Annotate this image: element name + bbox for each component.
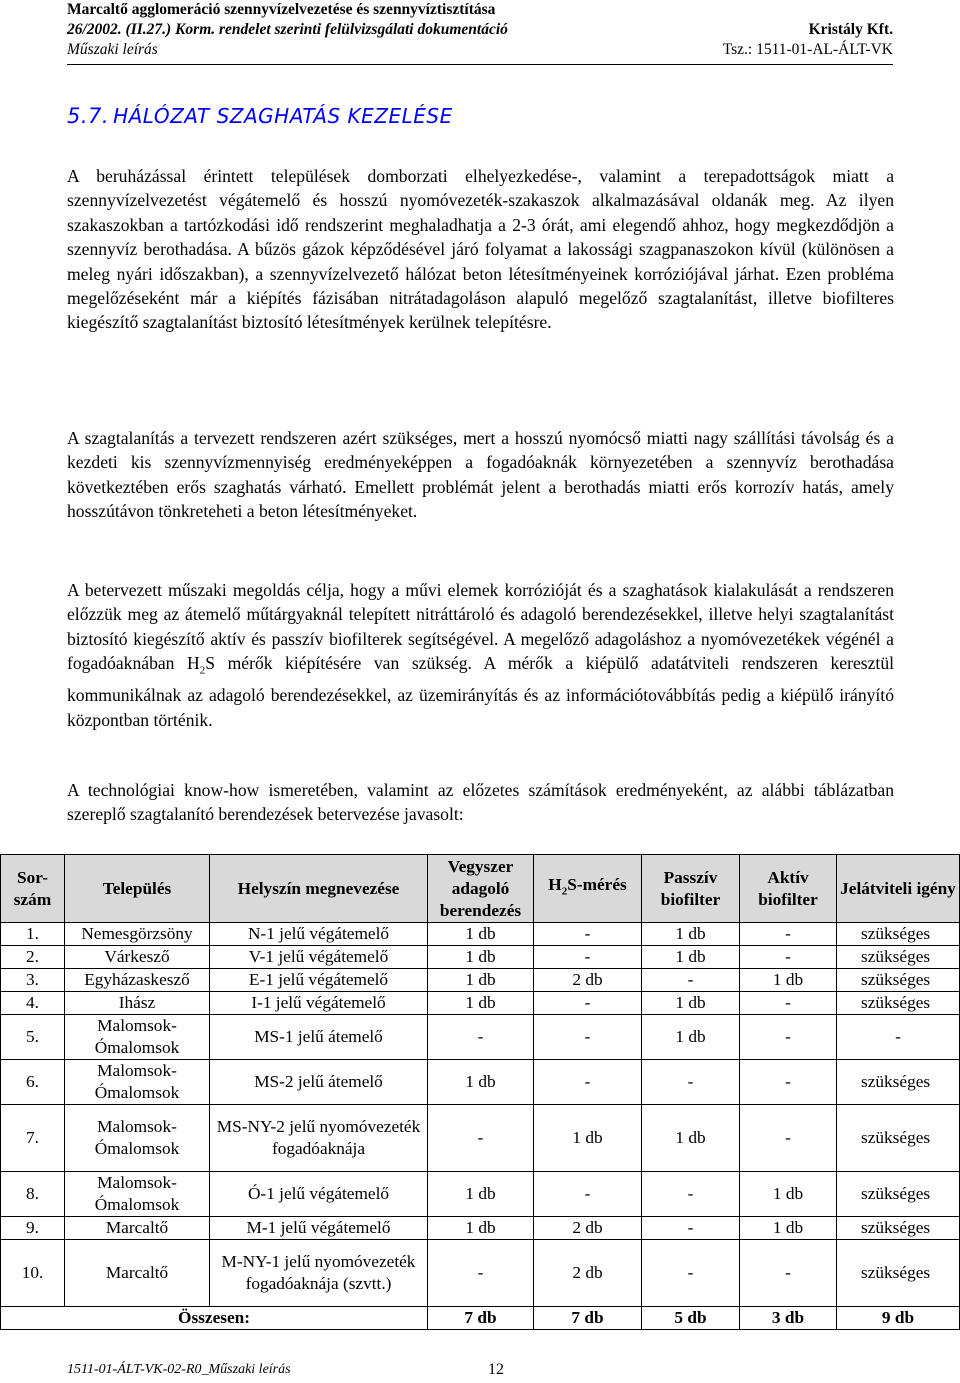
cell-passive: 1 db [642, 1015, 740, 1060]
cell-site: MS-1 jelű átemelő [210, 1015, 428, 1060]
cell-signal: szükséges [837, 992, 960, 1015]
cell-serial: 4. [1, 992, 65, 1015]
header-row-1 [67, 0, 893, 20]
cell-signal: szükséges [837, 1240, 960, 1307]
cell-site: Ó-1 jelű végátemelő [210, 1172, 428, 1217]
cell-signal: szükséges [837, 923, 960, 946]
cell-serial: 1. [1, 923, 65, 946]
table-row [1, 969, 960, 992]
cell-town: Nemesgörzsöny [65, 923, 210, 946]
paragraph-1: A beruházással érintett települések domborzati elhelyezkedése-, valamint a terepadottságok miatt a szennyvízelvezetést végátemelő és hosszú nyomóvezeték-szakaszok alkalmazásával oldanák meg. Az ilyen szakaszokban a tartózkodási idő rendszerint meghaladhatja a 2-3 órát, ami elegendő ahhoz, hogy megkezdődjön a szennyvíz berothadása. A bűzös gázok képződésével járó folyamat a lakossági szagpanaszokon kívül (különösen a meleg nyári időszakban), a szennyvízelvezető hálózat beton létesítményeinek korróziójával járhat. Ezen probléma megelőzéseként már a kiépítés fázisában nitrátadagoláson alapuló megelőző szagtalanítást, illetve biofilteres kiegészítő szagtalanítást biztosító létesítmények kerülnek telepítésre. [67, 166, 894, 333]
cell-serial: 6. [1, 1060, 65, 1105]
table-row [1, 1240, 960, 1307]
cell-h2s: - [534, 992, 642, 1015]
cell-serial: 8. [1, 1172, 65, 1217]
cell-passive: - [642, 1240, 740, 1307]
cell-site: I-1 jelű végátemelő [210, 992, 428, 1015]
section-heading [67, 104, 453, 128]
cell-h2s: - [534, 923, 642, 946]
header-row-3 [67, 40, 893, 60]
cell-passive: - [642, 1060, 740, 1105]
cell-town: Malomsok-Ómalomsok [65, 1105, 210, 1172]
cell-signal: szükséges [837, 1060, 960, 1105]
page-number: 12 [488, 1361, 504, 1378]
cell-passive: - [642, 1217, 740, 1240]
cell-serial: 10. [1, 1240, 65, 1307]
cell-signal: szükséges [837, 1217, 960, 1240]
cell-serial: 9. [1, 1217, 65, 1240]
section-number: 5.7. [67, 104, 110, 128]
table-row [1, 923, 960, 946]
header-passive-biofilter: Passzív biofilter [642, 855, 740, 923]
cell-chemical-dosing: 1 db [428, 946, 534, 969]
total-active: 3 db [740, 1307, 837, 1330]
total-passive: 5 db [642, 1307, 740, 1330]
header-h2s-prefix: H [548, 875, 562, 895]
cell-chemical-dosing: - [428, 1105, 534, 1172]
cell-chemical-dosing: - [428, 1015, 534, 1060]
total-signal: 9 db [837, 1307, 960, 1330]
section-title: ÁLÓZAT SZAGHATÁS KEZELÉSE [128, 104, 453, 128]
cell-town: Egyházaskesző [65, 969, 210, 992]
header-h2s-subscript: 2 [561, 885, 568, 898]
cell-signal: - [837, 1015, 960, 1060]
cell-active: - [740, 1105, 837, 1172]
header-active-biofilter: Aktív biofilter [740, 855, 837, 923]
cell-passive: 1 db [642, 1105, 740, 1172]
cell-serial: 3. [1, 969, 65, 992]
cell-serial: 2. [1, 946, 65, 969]
cell-site: E-1 jelű végátemelő [210, 969, 428, 992]
header-company: Kristály Kft. [808, 21, 893, 38]
paragraph-4: A technológiai know-how ismeretében, valamint az előzetes számítások eredményeként, az alábbi táblázatban szereplő szagtalanító berendezések betervezése javasolt: [67, 780, 894, 825]
header-legal-reference: 26/2002. (II.27.) Korm. rendelet szerinti felülvizsgálati dokumentáció [67, 21, 508, 38]
total-chemical-dosing: 7 db [428, 1307, 534, 1330]
paragraph-3-part-b: S mérők kiépítésére van szükség. A mérők a kiépülő adatátviteli rendszeren keresztül kommunikálnak az adagoló berendezésekkel, az üzemirányítás és az információtovábbítás pedig a kiépülő irányító központban történik. [67, 653, 895, 730]
table-row [1, 1217, 960, 1240]
cell-h2s: - [534, 1060, 642, 1105]
cell-site: MS-NY-2 jelű nyomóvezeték fogadóaknája [210, 1105, 428, 1172]
header-document-type: Műszaki leírás [67, 41, 158, 58]
header-site: Helyszín megnevezése [210, 855, 428, 923]
cell-active: - [740, 992, 837, 1015]
cell-signal: szükséges [837, 1105, 960, 1172]
cell-town: Marcaltő [65, 1240, 210, 1307]
cell-passive: 1 db [642, 946, 740, 969]
cell-h2s: 2 db [534, 1217, 642, 1240]
cell-serial: 5. [1, 1015, 65, 1060]
cell-passive: 1 db [642, 992, 740, 1015]
cell-passive: - [642, 1172, 740, 1217]
header-divider [67, 64, 893, 65]
table-row [1, 1060, 960, 1105]
cell-site: MS-2 jelű átemelő [210, 1060, 428, 1105]
cell-h2s: 1 db [534, 1105, 642, 1172]
cell-town: Ihász [65, 992, 210, 1015]
table-row [1, 1015, 960, 1060]
header-project-title: Marcaltő agglomeráció szennyvízelvezetése és szennyvíztisztítása [67, 1, 496, 18]
table-total-row [1, 1307, 960, 1330]
total-h2s: 7 db [534, 1307, 642, 1330]
cell-serial: 7. [1, 1105, 65, 1172]
header-h2s-measurement [534, 855, 642, 923]
footer-document-id: 1511-01-ÁLT-VK-02-R0_Műszaki leírás [67, 1362, 291, 1377]
cell-site: N-1 jelű végátemelő [210, 923, 428, 946]
header-chemical-dosing: Vegyszer adagoló berendezés [428, 855, 534, 923]
cell-active: - [740, 1240, 837, 1307]
header-town: Település [65, 855, 210, 923]
cell-h2s: - [534, 1015, 642, 1060]
cell-active: 1 db [740, 1217, 837, 1240]
cell-active: - [740, 946, 837, 969]
cell-active: - [740, 1015, 837, 1060]
table-row [1, 992, 960, 1015]
cell-town: Várkesző [65, 946, 210, 969]
cell-signal: szükséges [837, 969, 960, 992]
cell-chemical-dosing: - [428, 1240, 534, 1307]
cell-signal: szükséges [837, 1172, 960, 1217]
cell-h2s: - [534, 946, 642, 969]
cell-chemical-dosing: 1 db [428, 1060, 534, 1105]
cell-h2s: 2 db [534, 1240, 642, 1307]
cell-chemical-dosing: 1 db [428, 923, 534, 946]
cell-chemical-dosing: 1 db [428, 969, 534, 992]
header-h2s-suffix: S-mérés [567, 875, 627, 895]
paragraph-3-subscript: 2 [199, 664, 206, 677]
cell-active: - [740, 923, 837, 946]
cell-site: M-1 jelű végátemelő [210, 1217, 428, 1240]
page-header [67, 0, 893, 60]
cell-active: 1 db [740, 969, 837, 992]
table-row [1, 1172, 960, 1217]
cell-town: Marcaltő [65, 1217, 210, 1240]
cell-signal: szükséges [837, 946, 960, 969]
cell-active: 1 db [740, 1172, 837, 1217]
paragraph-3 [67, 578, 894, 732]
table-row [1, 1105, 960, 1172]
equipment-table [0, 854, 960, 1330]
cell-active: - [740, 1060, 837, 1105]
header-serial: Sor-szám [1, 855, 65, 923]
cell-site: V-1 jelű végátemelő [210, 946, 428, 969]
cell-passive: - [642, 969, 740, 992]
cell-h2s: - [534, 1172, 642, 1217]
header-signal-transmission: Jelátviteli igény [837, 855, 960, 923]
total-label: Összesen: [1, 1307, 428, 1330]
table-header-row [1, 855, 960, 923]
paragraph-2: A szagtalanítás a tervezett rendszeren azért szükséges, mert a hosszú nyomócső miatti nagy szállítási távolság és a kezdeti kis szennyvízmennyiség eredményeképpen a fogadóaknák környezetében a szennyvíz berothadása következtében erős szaghatás várható. Emellett problémát jelent a berothadás miatti erős korrozív hatás, amely hosszútávon tönkreteheti a beton létesítményeket. [67, 428, 894, 522]
cell-chemical-dosing: 1 db [428, 992, 534, 1015]
cell-town: Malomsok-Ómalomsok [65, 1172, 210, 1217]
cell-town: Malomsok-Ómalomsok [65, 1060, 210, 1105]
cell-town: Malomsok-Ómalomsok [65, 1015, 210, 1060]
table-row [1, 946, 960, 969]
paragraph-3-part-a: A betervezett műszaki megoldás célja, hogy a művi elemek korrózióját és a szaghatások kialakulását a rendszeren előzzük meg az átemelő műtárgyaknál telepített nitráttároló és adagoló berendezésekkel, illetve helyi szagtalanítást biztosító kiegészítő aktív és passzív biofilterek segítségével. A megelőző adagoláshoz a nyomóvezetékek végénél a fogadóaknában H [67, 580, 894, 674]
cell-chemical-dosing: 1 db [428, 1217, 534, 1240]
section-title-initial: H [113, 104, 129, 128]
cell-site: M-NY-1 jelű nyomóvezeték fogadóaknája (szvtt.) [210, 1240, 428, 1307]
header-row-2 [67, 20, 893, 40]
cell-passive: 1 db [642, 923, 740, 946]
header-project-number: Tsz.: 1511-01-AL-ÁLT-VK [722, 41, 893, 58]
cell-chemical-dosing: 1 db [428, 1172, 534, 1217]
cell-h2s: 2 db [534, 969, 642, 992]
